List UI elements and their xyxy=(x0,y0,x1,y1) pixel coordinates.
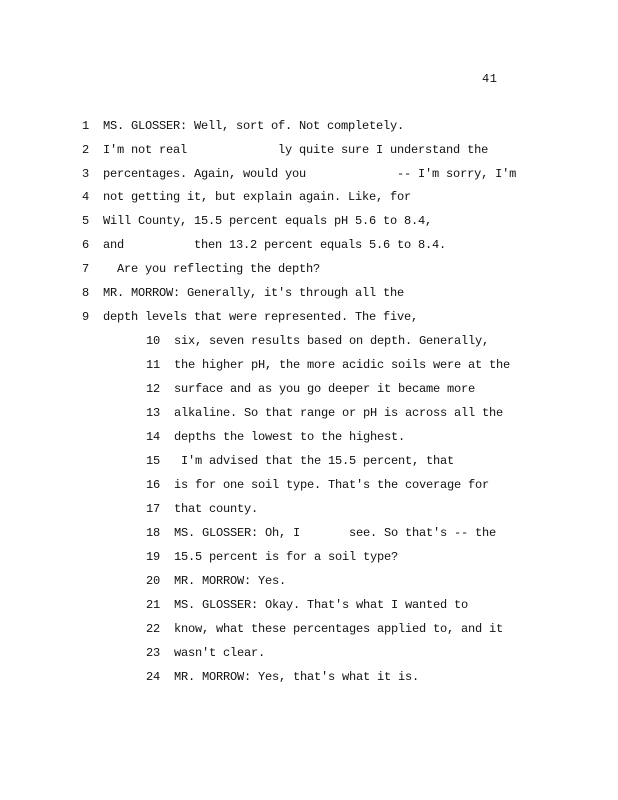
transcript-line-17: 17 that county. xyxy=(146,502,259,516)
transcript-line-9: 9 depth levels that were represented. The five, xyxy=(82,310,419,324)
transcript-line-23: 23 wasn't clear. xyxy=(146,646,266,660)
transcript-line-11: 11 the higher pH, the more acidic soils were at the xyxy=(146,358,511,372)
transcript-line-6: 6 and then 13.2 percent equals 5.6 to 8.4. xyxy=(82,238,447,252)
page-number: 41 xyxy=(482,72,498,86)
transcript-line-22: 22 know, what these percentages applied to, and it xyxy=(146,622,504,636)
transcript-line-4: 4 not getting it, but explain again. Like, for xyxy=(82,190,412,204)
transcript-line-13: 13 alkaline. So that range or pH is across all the xyxy=(146,406,504,420)
transcript-line-12: 12 surface and as you go deeper it became more xyxy=(146,382,476,396)
transcript-line-19: 19 15.5 percent is for a soil type? xyxy=(146,550,399,564)
transcript-line-21: 21 MS. GLOSSER: Okay. That's what I wanted to xyxy=(146,598,469,612)
transcript-line-14: 14 depths the lowest to the highest. xyxy=(146,430,406,444)
transcript-line-24: 24 MR. MORROW: Yes, that's what it is. xyxy=(146,670,420,684)
transcript-line-7: 7 Are you reflecting the depth? xyxy=(82,262,321,276)
transcript-line-20: 20 MR. MORROW: Yes. xyxy=(146,574,287,588)
transcript-line-3: 3 percentages. Again, would you -- I'm sorry, I'm xyxy=(82,167,517,181)
transcript-line-10: 10 six, seven results based on depth. Generally, xyxy=(146,334,490,348)
transcript-line-5: 5 Will County, 15.5 percent equals pH 5.6 to 8.4, xyxy=(82,214,433,228)
transcript-line-8: 8 MR. MORROW: Generally, it's through all the xyxy=(82,286,405,300)
transcript-line-16: 16 is for one soil type. That's the coverage for xyxy=(146,478,490,492)
transcript-line-18: 18 MS. GLOSSER: Oh, I see. So that's -- the xyxy=(146,526,497,540)
transcript-line-1: 1 MS. GLOSSER: Well, sort of. Not completely. xyxy=(82,119,405,133)
transcript-line-15: 15 I'm advised that the 15.5 percent, that xyxy=(146,454,455,468)
transcript-line-2: 2 I'm not real ly quite sure I understand the xyxy=(82,143,489,157)
